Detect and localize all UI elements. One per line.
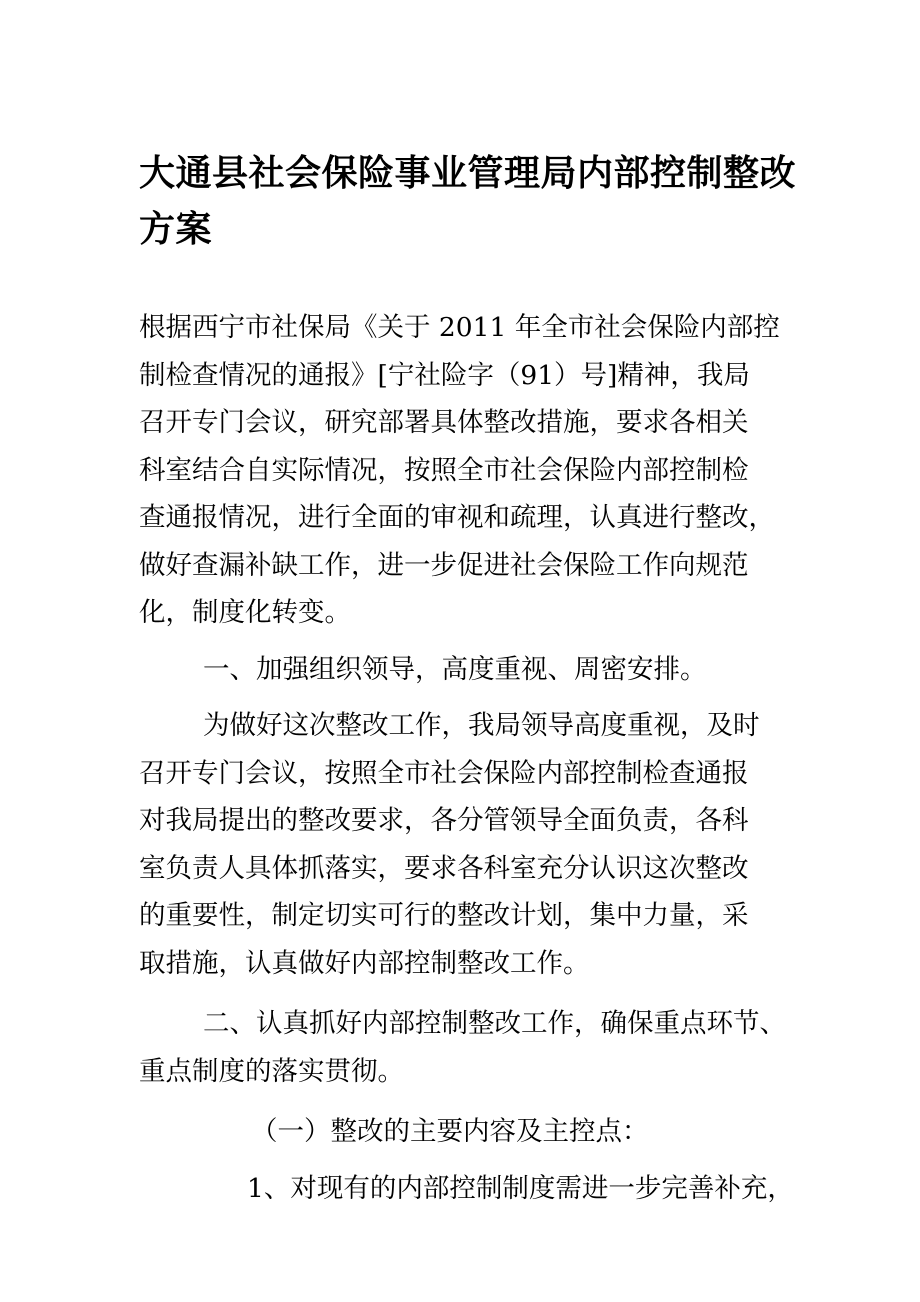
- title-line: 方案: [139, 209, 213, 250]
- text-line: 1、对现有的内部控制制度需进一步完善补充，: [247, 1172, 794, 1204]
- text-line: 召开专门会议，按照全市社会保险内部控制检查通报: [139, 757, 749, 789]
- text-line: 室负责人具体抓落实，要求各科室充分认识这次整改: [139, 852, 749, 884]
- text-line: 取措施，认真做好内部控制整改工作。: [139, 947, 590, 979]
- intro-paragraph: [139, 304, 789, 637]
- text-line: 一、加强组织领导，高度重视、周密安排。: [203, 653, 707, 685]
- subsection-heading: [139, 1108, 789, 1156]
- text-line: 做好查漏补缺工作，进一步促进社会保险工作向规范: [139, 549, 749, 581]
- text-line: 的重要性，制定切实可行的整改计划，集中力量，采: [139, 900, 749, 931]
- section-one-paragraph: [139, 702, 789, 987]
- document-title: [139, 146, 797, 258]
- text-line: 重点制度的落实贯彻。: [139, 1055, 404, 1087]
- document-body: [139, 304, 794, 1212]
- text-line: 二、认真抓好内部控制整改工作，确保重点环节、: [203, 1008, 786, 1039]
- text-line: 制检查情况的通报》[宁社险字（91）号]精神，我局: [139, 359, 750, 391]
- text-line: 科室结合自实际情况，按照全市社会保险内部控制检: [139, 454, 749, 486]
- text-line: 为做好这次整改工作，我局领导高度重视，及时: [203, 710, 760, 741]
- text-line: 查通报情况，进行全面的审视和疏理，认真进行整改，: [139, 502, 775, 533]
- text-line: （一）整改的主要内容及主控点：: [251, 1116, 649, 1147]
- text-line: 根据西宁市社保局《关于 2011 年全市社会保险内部控: [139, 312, 780, 343]
- list-item-paragraph: [139, 1165, 794, 1213]
- text-line: 化，制度化转变。: [139, 597, 351, 628]
- section-heading-two: [139, 1000, 789, 1095]
- text-line: 召开专门会议，研究部署具体整改措施，要求各相关: [139, 407, 749, 438]
- section-heading-one: [139, 646, 789, 694]
- text-line: 对我局提出的整改要求，各分管领导全面负责，各科: [139, 805, 749, 836]
- title-line: 大通县社会保险事业管理局内部控制整改: [139, 153, 797, 194]
